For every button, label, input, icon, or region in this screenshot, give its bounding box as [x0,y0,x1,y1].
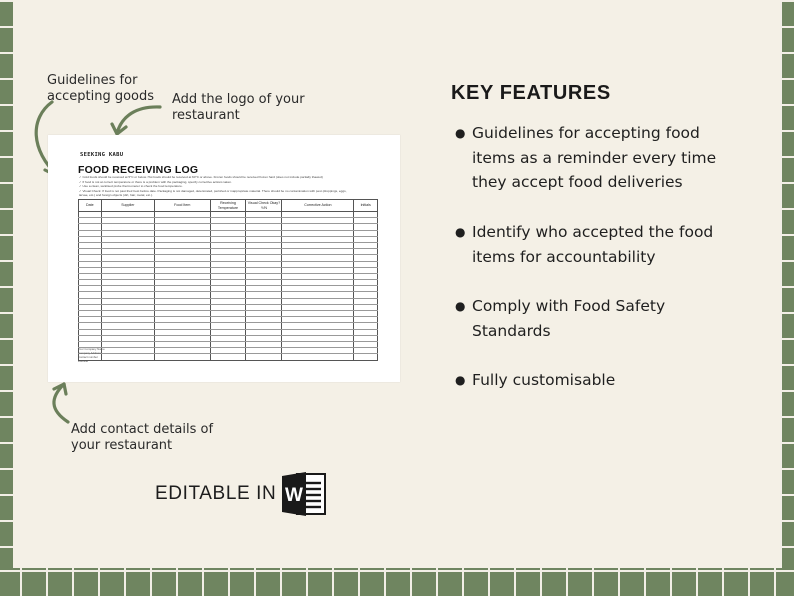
arrow-to-logo [117,107,160,133]
bullet-icon: ● [455,373,466,387]
key-feature-text: Identify who accepted the food items for accountability [472,223,714,266]
editable-in-word [155,470,327,518]
arrow-to-logo-head [112,124,126,134]
document-guidelines [79,175,379,198]
document-brand-logo: SEEKING KABU [80,152,124,158]
table-header-row [79,200,378,212]
guideline-line: ✓ Cold foods should be received at 5°C or below. Hot foods should be received at 60°C or above. Frozen foods should be received frozen hard (does not include partially thawed) [79,175,323,179]
column-header-initials: Initials [354,200,378,212]
contact-line: Contact number [78,354,98,359]
bullet-icon: ● [455,299,466,313]
key-feature-item [455,368,730,393]
key-feature-item [455,294,730,343]
bullet-icon: ● [455,126,466,140]
key-feature-item [455,121,730,195]
arrow-to-contact [54,384,68,422]
table-row [79,354,378,360]
table-cell [354,354,378,360]
editable-label: EDITABLE IN [155,483,277,504]
checkered-border-left [0,0,13,596]
key-feature-item [455,220,730,269]
checkered-border-bottom [0,568,794,596]
column-header-food-item: Food Item [155,200,210,212]
key-feature-text: Comply with Food Safety Standards [472,297,666,340]
annotation-contact: Add contact details of your restaurant [71,422,214,453]
table-cell [282,354,354,360]
word-icon [281,470,327,518]
document-title: FOOD RECEIVING LOG [78,164,199,176]
arrow-to-contact-head [54,384,66,394]
column-header-receiving-temperature: Receiving Temperature [210,200,246,212]
annotation-logo: Add the logo of your restaurant [172,92,305,123]
word-icon-letter: W [285,485,304,506]
contact-line: Website [78,358,89,363]
checkered-border-right [780,0,794,596]
food-receiving-log-preview [48,135,400,382]
bullet-icon: ● [455,225,466,239]
column-header-visual-check: Visual Check Okay? Y/N [247,201,281,210]
key-features-title: KEY FEATURES [451,82,611,104]
table-cell [246,354,282,360]
table-cell [101,354,154,360]
contact-line: Your Company Name [78,347,105,351]
contact-line: Company Address [78,350,101,355]
column-header-corrective-action: Corrective Action [282,200,354,212]
document-contact-details [78,348,105,364]
key-feature-text: Fully customisable [472,371,616,389]
table-body [79,212,378,361]
table-cell [155,354,210,360]
guideline-line: ✓ Visual Check: If food is not past their best before date. Packaging is not damaged, deteriorated, perished or inappropriate material. There should be no contamination with pest (droppings, eggs, [79,188,347,193]
guideline-line: ✓ If food is not at correct temperature or there is a problem with the packaging, specify corrective actions taken. [79,179,232,184]
key-feature-text: Guidelines for accepting food items as a reminder every time they accept food deliveries [472,124,717,191]
table-cell [210,354,246,360]
column-header-date: Date [79,200,102,212]
guideline-line: larvae, etc.) and foreign objects (dirt, hair, metal, etc.). [79,193,153,198]
guideline-line: ✓ Use a clean, sanitised probe thermometer to check the food temperature. [79,184,183,189]
annotation-guidelines: Guidelines for accepting goods [47,73,155,104]
column-header-supplier: Supplier [101,200,154,212]
receiving-log-table [78,199,378,361]
